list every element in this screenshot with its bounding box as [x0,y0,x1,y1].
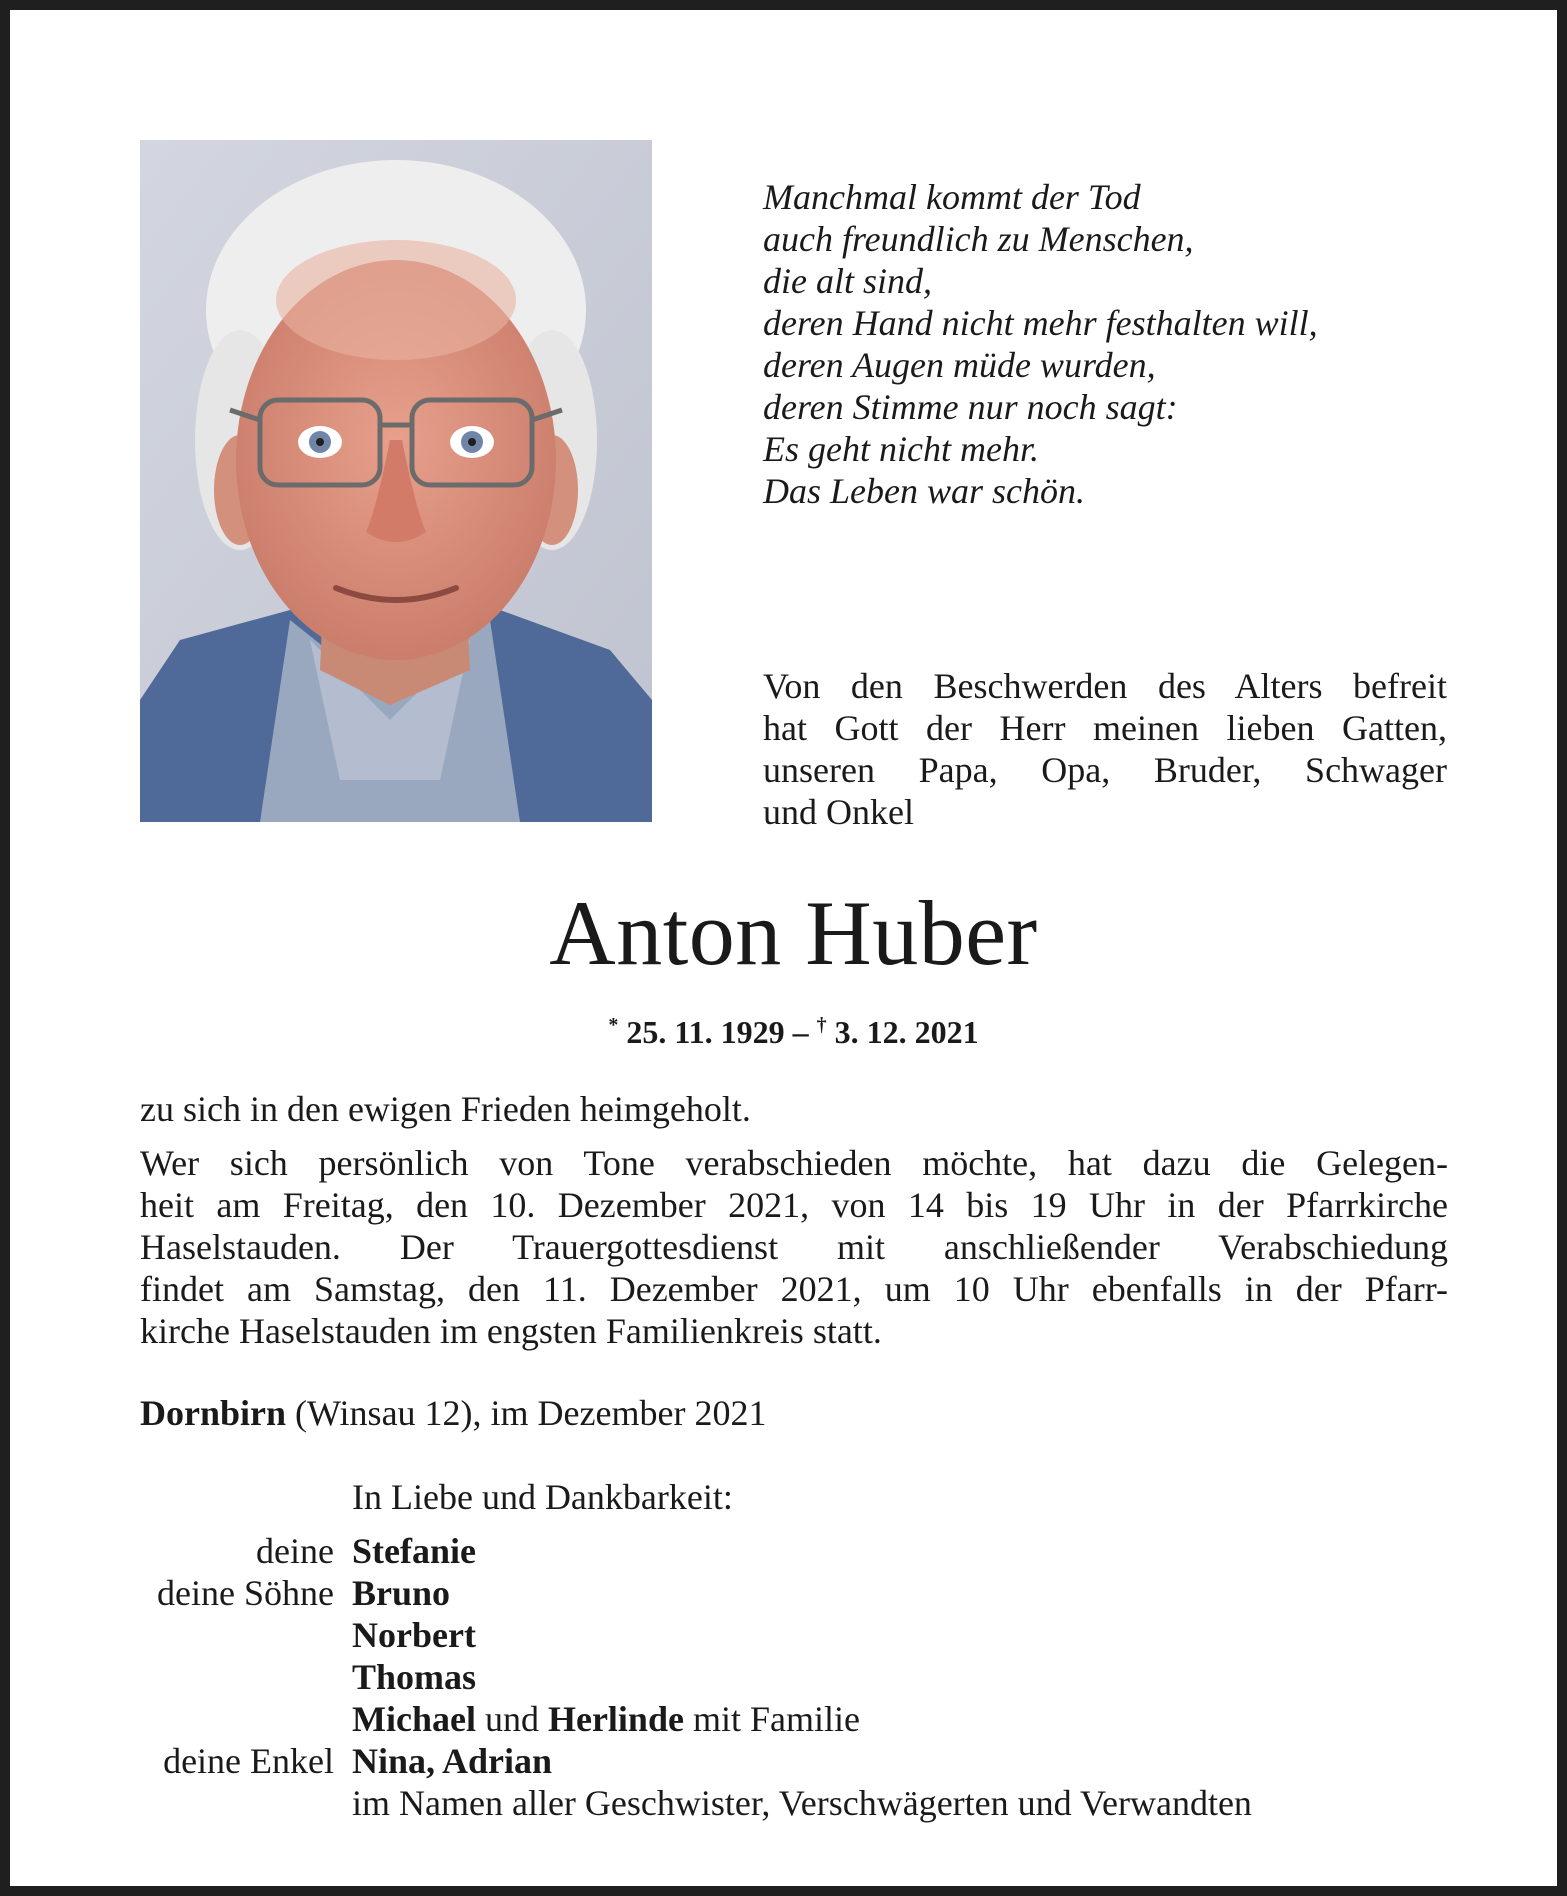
death-date: 3. 12. 2021 [834,1014,979,1050]
birth-symbol: * [608,1014,619,1036]
announcement-intro [763,665,1447,833]
paragraph-line: Haselstauden. Der Trauergottesdienst mit anschließender Verabschiedung [140,1227,1448,1267]
mourner-row [140,1530,1450,1572]
date-separator: – [792,1014,809,1050]
mourner-name: Stefanie [352,1531,476,1571]
mourner-name: Nina, Adrian [352,1741,553,1781]
portrait-illustration [140,140,652,822]
mourner-name: Herlinde [547,1699,684,1739]
mourner-name: Michael [352,1699,476,1739]
mourner-row [140,1782,1450,1824]
poem-line: deren Hand nicht mehr festhalten will, [763,303,1318,343]
relation-label: deine Söhne [157,1573,334,1613]
intro-line: und Onkel [763,792,914,832]
birth-date: 25. 11. 1929 [626,1014,785,1050]
mourner-row [140,1614,1450,1656]
connector-text: mit Familie [683,1699,860,1739]
poem-line: die alt sind, [763,261,932,301]
intro-line: hat Gott der Herr meinen lieben Gatten, [763,708,1447,748]
relation-label: deine Enkel [163,1741,334,1781]
place-and-date [140,1392,1340,1434]
place-city: Dornbirn [140,1393,287,1433]
paragraph-line: heit am Freitag, den 10. Dezember 2021, von 14 bis 19 Uhr in der Pfarrkirche [140,1185,1448,1225]
mourner-row [140,1656,1450,1698]
paragraph-line: kirche Haselstauden im engsten Familienkreis statt. [140,1311,882,1351]
life-dates [10,1005,1567,1052]
death-symbol: † [816,1014,827,1036]
mourners-heading: In Liebe und Dankbarkeit: [352,1477,733,1517]
deceased-name: Anton Huber [549,882,1038,984]
mourner-name: Bruno [352,1573,451,1613]
poem-line: Manchmal kommt der Tod [763,177,1141,217]
connector-text: und [475,1699,548,1739]
mourners-heading-row [140,1476,1450,1518]
mourner-row [140,1740,1450,1782]
poem-line: auch freundlich zu Menschen, [763,219,1194,259]
poem-line: Das Leben war schön. [763,471,1085,511]
intro-line: Von den Beschwerden des Alters befreit [763,666,1447,706]
poem-line: deren Augen müde wurden, [763,345,1156,385]
body-first-line: zu sich in den ewigen Frieden heimgeholt. [140,1089,751,1129]
mourner-name: Thomas [352,1657,477,1697]
poem-line: Es geht nicht mehr. [763,429,1039,469]
portrait-photo [140,140,652,822]
poem-line: deren Stimme nur noch sagt: [763,387,1178,427]
paragraph-line: Wer sich persönlich von Tone verabschieden möchte, hat dazu die Gelegen- [140,1143,1448,1183]
closing-line: im Namen aller Geschwister, Verschwägerten und Verwandten [352,1783,1252,1823]
funeral-details [140,1088,1448,1352]
place-rest: (Winsau 12), im Dezember 2021 [286,1393,767,1433]
paragraph-line: findet am Samstag, den 11. Dezember 2021, um 10 Uhr ebenfalls in der Pfarr- [140,1269,1448,1309]
mourner-name: Norbert [352,1615,476,1655]
relation-label: deine [256,1531,334,1571]
mourners-list [140,1476,1450,1824]
service-paragraph [140,1142,1448,1352]
mourner-row [140,1698,1450,1740]
intro-line: unseren Papa, Opa, Bruder, Schwager [763,750,1447,790]
poem [763,176,1483,512]
mourner-row [140,1572,1450,1614]
